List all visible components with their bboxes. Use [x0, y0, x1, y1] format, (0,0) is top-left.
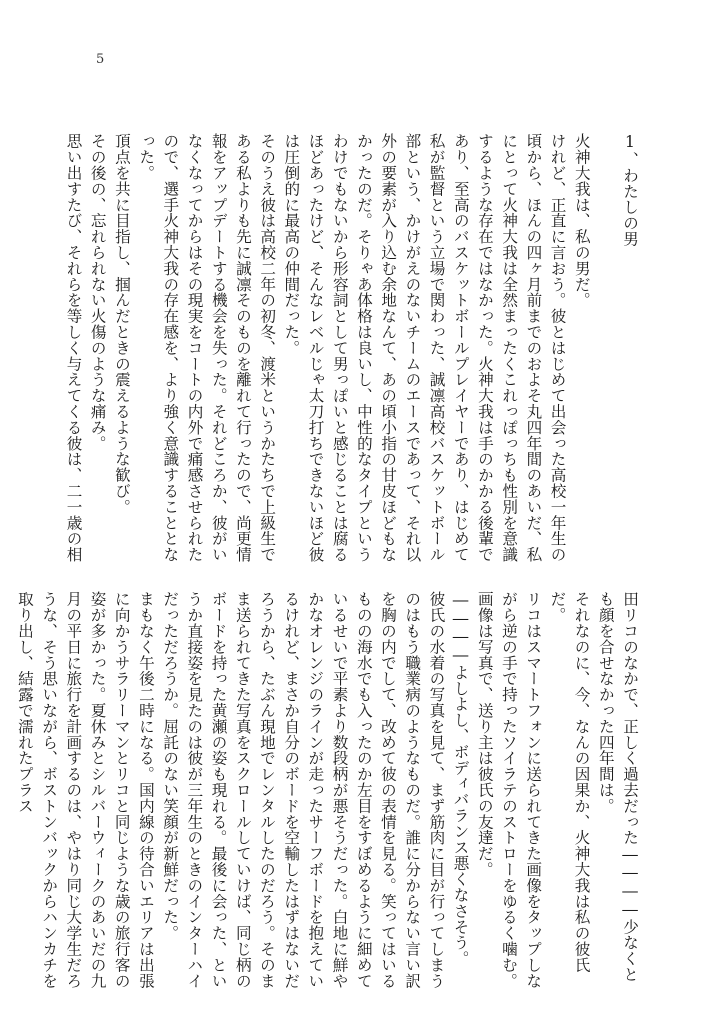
- paragraph: そのうえ彼は高校二年の初冬、渡米というかたちで上級生である私よりも先に誠凛そのものを離れて行ったので、尚更情報をアップデートする機会を失った。それどころか、彼がいなくなってからはその現実をコートの内外で痛感させられたので、選手火神大我の存在感を、より強く意識することとなった。: [137, 133, 277, 563]
- paragraph: 彼氏の水着の写真を見て、まず筋肉に目が行ってしまうのはもう職業病のようなものだ。誰に分からない言い訳を胸の内でして、改めて彼の表情を見る。笑ってはいるものの海水でも入ったのか左目をすぼめるように細めているせいで平素より数段柄が悪そうだった。白地に鮮やかなオレンジのラインが走ったサーフボードを抱えているけれど、まさか自分のボードを空輸したはずはないだろうから、たぶん現地でレンタルしたのだろう。そのまま送られてきた写真をスクロールしていけば、同じ柄のボードを持った黄瀬の姿も現れる。最後に会った、というか直接姿を見たのは彼が三年生のときのインターハイだっただろうか。屈託のない笑顔が新鮮だった。: [161, 591, 446, 989]
- paragraph: 思い出すたび、それらを等しく与えてくる彼は、二一歳の相: [64, 133, 83, 563]
- paragraph: けれど、正直に言おう。彼とはじめて出会った高校一年生の頃から、ほんの四ヶ月前までのおよそ丸四年間のあいだ、私にとって火神大我は全然まったくこれっぽっちも性別を意識するような存在ではなかった。火神大我は手のかかる後輩であり、至高のバスケットボールプレイヤーであり、はじめて私が監督という立場で関わった、誠凛高校バスケットボール部という、かけがえのないチームのエースであって、それ以外の要素が入り込む余地なんて、あの頃小指の甘皮ほどもなかったのだ。そりゃあ体格は良いし、中性的なタイプというわけでもないから形容詞として男っぽいと感じることは腐るほどあったけど、そんなレベルじゃ太刀打ちできないほど彼は圧倒的に最高の仲間だった。: [282, 133, 567, 563]
- paragraph: その後の、忘れられない火傷のような痛み。: [88, 133, 107, 451]
- paragraph: リコはスマートフォンに送られてきた画像をタップしながら逆の手で持ったソイラテのストローをゆるく噛む。画像は写真で、送り主は彼氏の友達だ。: [475, 591, 543, 989]
- paragraph: それなのに、今、なんの因果か、火神大我は私の彼氏だ。: [548, 591, 591, 973]
- paragraph: まもなく午後二時になる。国内線の待合いエリアは出張に向かうサラリーマンとリコと同じような歳の旅行客の姿が多かった。夏休みとシルバーウィークのあいだの九月の平日に旅行を計画するのは、やはり同じ大学生だろうな、そう思いながら、ボストンバックからハンカチを取り出し、結露で濡れたプラス: [15, 591, 155, 989]
- page-number: 5: [96, 52, 105, 67]
- paragraph: 火神大我は、私の男だ。: [572, 133, 591, 308]
- chapter-heading: 1、わたしの男: [621, 133, 639, 247]
- text-column-top: [64, 133, 642, 573]
- text-column-bottom: [15, 591, 642, 993]
- paragraph: 田リコのなかで、正しく過去だった――――少なくとも顔を合せなかった四年間は。: [596, 591, 639, 983]
- paragraph: 頂点を共に目指し、掴んだときの震えるような歓び。: [112, 133, 131, 515]
- paragraph: ――――よしよし、ボディバランス悪くなさそう。: [451, 591, 470, 967]
